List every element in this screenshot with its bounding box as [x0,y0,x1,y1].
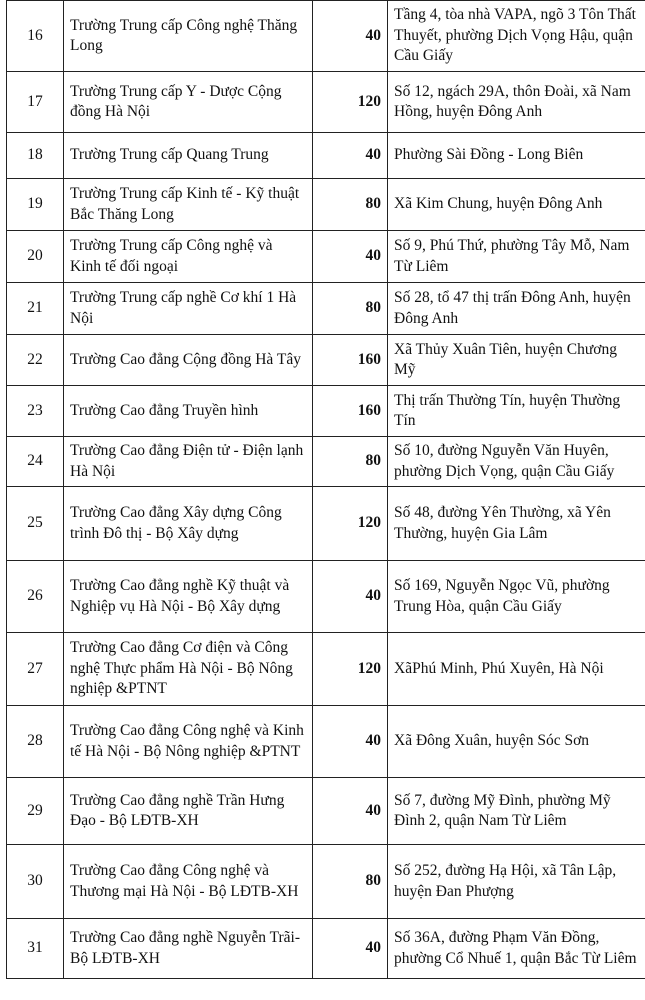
address: Số 169, Nguyễn Ngọc Vũ, phường Trung Hòa, quận Cầu Giấy [388,561,645,633]
table-row [7,487,645,561]
table-row [7,845,645,919]
row-number: 24 [7,437,64,487]
address: Xã Kim Chung, huyện Đông Anh [388,179,645,231]
quota: 80 [313,437,388,487]
school-name: Trường Cao đẳng Xây dựng Công trình Đô thị - Bộ Xây dựng [64,487,313,561]
quota: 40 [313,133,388,179]
quota: 120 [313,487,388,561]
quota: 40 [313,1,388,72]
quota: 80 [313,845,388,919]
table-row [7,179,645,231]
row-number: 23 [7,386,64,437]
row-number: 31 [7,919,64,979]
table-row [7,231,645,283]
table-row [7,133,645,179]
quota: 120 [313,633,388,706]
school-name: Trường Trung cấp Y - Dược Cộng đồng Hà Nội [64,72,313,133]
address: Số 252, đường Hạ Hội, xã Tân Lập, huyện Đan Phượng [388,845,645,919]
table-row [7,72,645,133]
row-number: 22 [7,335,64,386]
address: Xã Thủy Xuân Tiên, huyện Chương Mỹ [388,335,645,386]
row-number: 30 [7,845,64,919]
table-row [7,437,645,487]
table-row [7,919,645,979]
address: Phường Sài Đồng - Long Biên [388,133,645,179]
address: Số 36A, đường Phạm Văn Đồng, phường Cổ Nhuế 1, quận Bắc Từ Liêm [388,919,645,979]
quota: 40 [313,706,388,778]
row-number: 27 [7,633,64,706]
quota: 40 [313,778,388,845]
school-name: Trường Cao đẳng Công nghệ và Kinh tế Hà Nội - Bộ Nông nghiệp &PTNT [64,706,313,778]
row-number: 16 [7,1,64,72]
row-number: 21 [7,283,64,335]
table-row [7,633,645,706]
address: Số 48, đường Yên Thường, xã Yên Thường, huyện Gia Lâm [388,487,645,561]
address: Số 7, đường Mỹ Đình, phường Mỹ Đình 2, quận Nam Từ Liêm [388,778,645,845]
school-name: Trường Cao đẳng nghề Kỹ thuật và Nghiệp vụ Hà Nội - Bộ Xây dựng [64,561,313,633]
school-table [6,0,645,979]
table-row [7,283,645,335]
school-name: Trường Cao đẳng nghề Nguyễn Trãi- Bộ LĐTB-XH [64,919,313,979]
row-number: 19 [7,179,64,231]
quota: 160 [313,335,388,386]
quota: 40 [313,231,388,283]
address: Số 9, Phú Thứ, phường Tây Mỗ, Nam Từ Liêm [388,231,645,283]
table-row [7,386,645,437]
school-name: Trường Trung cấp Công nghệ và Kinh tế đối ngoại [64,231,313,283]
table-row [7,706,645,778]
school-name: Trường Cao đẳng Công nghệ và Thương mại Hà Nội - Bộ LĐTB-XH [64,845,313,919]
school-name: Trường Trung cấp Quang Trung [64,133,313,179]
row-number: 25 [7,487,64,561]
school-name: Trường Cao đẳng nghề Trần Hưng Đạo - Bộ LĐTB-XH [64,778,313,845]
row-number: 18 [7,133,64,179]
school-name: Trường Cao đẳng Truyền hình [64,386,313,437]
school-name: Trường Trung cấp nghề Cơ khí 1 Hà Nội [64,283,313,335]
school-name: Trường Trung cấp Kinh tế - Kỹ thuật Bắc Thăng Long [64,179,313,231]
school-name: Trường Cao đẳng Cơ điện và Công nghệ Thực phẩm Hà Nội - Bộ Nông nghiệp &PTNT [64,633,313,706]
table-row [7,335,645,386]
row-number: 28 [7,706,64,778]
address: Thị trấn Thường Tín, huyện Thường Tín [388,386,645,437]
row-number: 20 [7,231,64,283]
row-number: 17 [7,72,64,133]
quota: 40 [313,919,388,979]
school-name: Trường Trung cấp Công nghệ Thăng Long [64,1,313,72]
quota: 120 [313,72,388,133]
school-name: Trường Cao đẳng Điện tử - Điện lạnh Hà Nội [64,437,313,487]
quota: 80 [313,179,388,231]
address: XãPhú Minh, Phú Xuyên, Hà Nội [388,633,645,706]
row-number: 26 [7,561,64,633]
address: Số 28, tổ 47 thị trấn Đông Anh, huyện Đông Anh [388,283,645,335]
quota: 160 [313,386,388,437]
table-row [7,561,645,633]
address: Số 12, ngách 29A, thôn Đoài, xã Nam Hồng, huyện Đông Anh [388,72,645,133]
row-number: 29 [7,778,64,845]
address: Tầng 4, tòa nhà VAPA, ngõ 3 Tôn Thất Thuyết, phường Dịch Vọng Hậu, quận Cầu Giấy [388,1,645,72]
table-row [7,778,645,845]
quota: 80 [313,283,388,335]
school-name: Trường Cao đẳng Cộng đồng Hà Tây [64,335,313,386]
address: Số 10, đường Nguyễn Văn Huyên, phường Dịch Vọng, quận Cầu Giấy [388,437,645,487]
table-row [7,1,645,72]
quota: 40 [313,561,388,633]
address: Xã Đông Xuân, huyện Sóc Sơn [388,706,645,778]
